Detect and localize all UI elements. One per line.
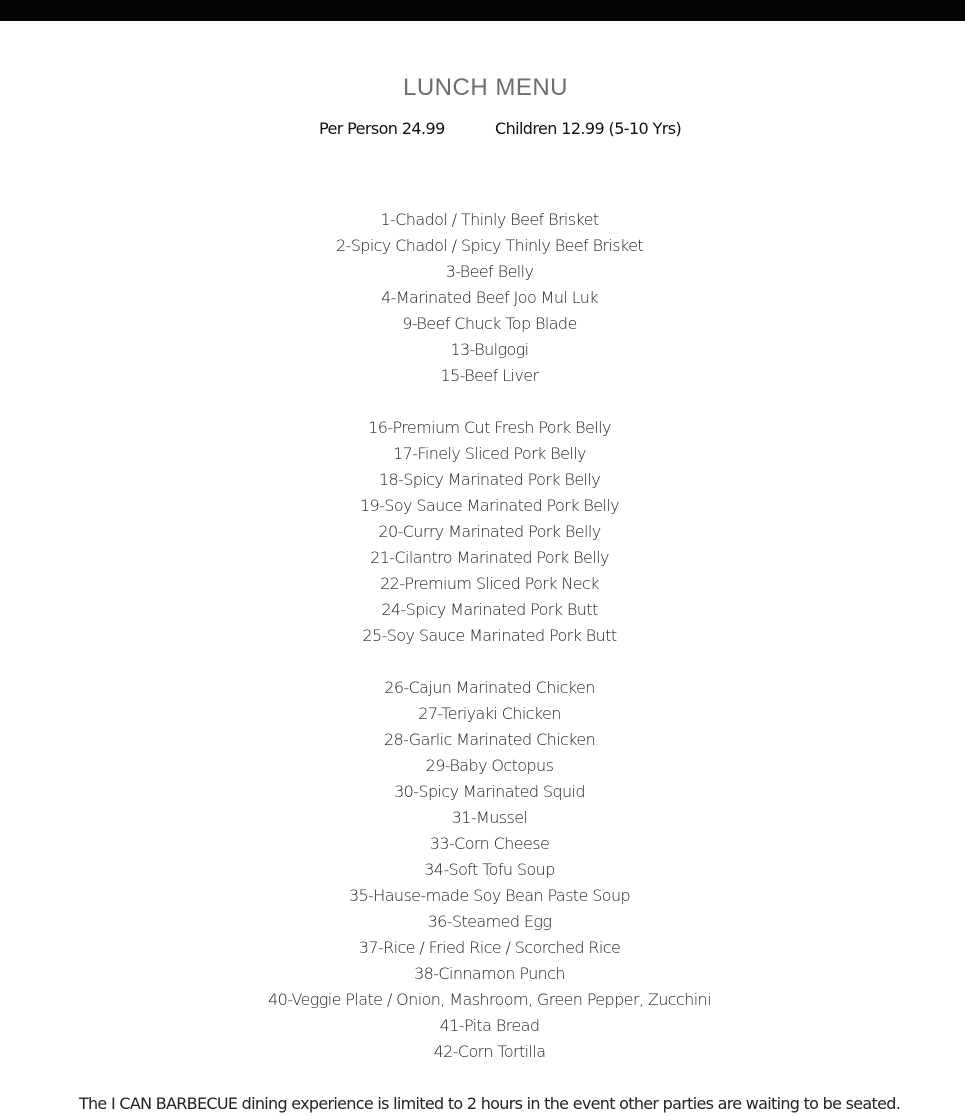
menu-item-other: 26-Cajun Marinated Chicken [384,678,595,697]
section-spacer [0,649,965,675]
menu-item-pork: 19-Soy Sauce Marinated Pork Belly [359,496,620,515]
menu-item-beef: 15-Beef Liver [440,366,539,385]
menu-item-other: 41-Pita Bread [439,1016,540,1035]
menu-item-pork: 20-Curry Marinated Pork Belly [378,522,601,541]
menu-item-beef: 1-Chadol / Thinly Beef Brisket [380,210,599,229]
price-row [0,119,965,143]
menu-item-pork: 22-Premium Sliced Pork Neck [380,574,599,593]
menu-item-beef: 9-Beef Chuck Top Blade [402,314,577,333]
menu-item-other: 31-Mussel [451,808,528,827]
menu-item-other: 30-Spicy Marinated Squid [394,782,585,801]
menu-item-beef: 3-Beef Belly [445,262,534,281]
top-bar [0,0,965,21]
menu-item-other: 42-Corn Tortilla [433,1042,546,1061]
menu-list [0,207,965,1065]
menu-item-pork: 24-Spicy Marinated Pork Butt [381,600,598,619]
menu-item-pork: 17-Finely Sliced Pork Belly [393,444,586,463]
menu-item-other: 36-Steamed Egg [427,912,552,931]
menu-item-beef: 13-Bulgogi [450,340,529,359]
menu-item-other: 35-Hause-made Soy Bean Paste Soup [348,886,631,905]
menu-item-other: 27-Teriyaki Chicken [418,704,561,723]
menu-item-other: 33-Corn Cheese [429,834,550,853]
menu-item-other: 28-Garlic Marinated Chicken [383,730,596,749]
menu-item-beef: 4-Marinated Beef Joo Mul Luk [381,288,598,307]
menu-item-other: 34-Soft Tofu Soup [424,860,555,879]
menu-item-beef: 2-Spicy Chadol / Spicy Thinly Beef Brisket [335,236,644,255]
dining-time-limit-note: The I CAN BARBECUE dining experience is limited to 2 hours in the event other parties are waiting to be seated. [78,1094,901,1113]
menu-item-pork: 21-Cilantro Marinated Pork Belly [370,548,609,567]
menu-item-other: 29-Baby Octopus [425,756,554,775]
menu-item-pork: 18-Spicy Marinated Pork Belly [378,470,601,489]
price-children: Children 12.99 (5-10 Yrs) [495,119,682,138]
menu-item-other: 37-Rice / Fried Rice / Scorched Rice [358,938,621,957]
menu-item-pork: 25-Soy Sauce Marinated Pork Butt [362,626,617,645]
menu-item-other: 40-Veggie Plate / Onion, Mashroom, Green Pepper, Zucchini [268,990,711,1009]
section-spacer [0,389,965,415]
price-per-person: Per Person 24.99 [319,119,445,138]
menu-item-pork: 16-Premium Cut Fresh Pork Belly [368,418,611,437]
page-title: LUNCH MENU [402,74,568,101]
menu-item-other: 38-Cinnamon Punch [414,964,565,983]
